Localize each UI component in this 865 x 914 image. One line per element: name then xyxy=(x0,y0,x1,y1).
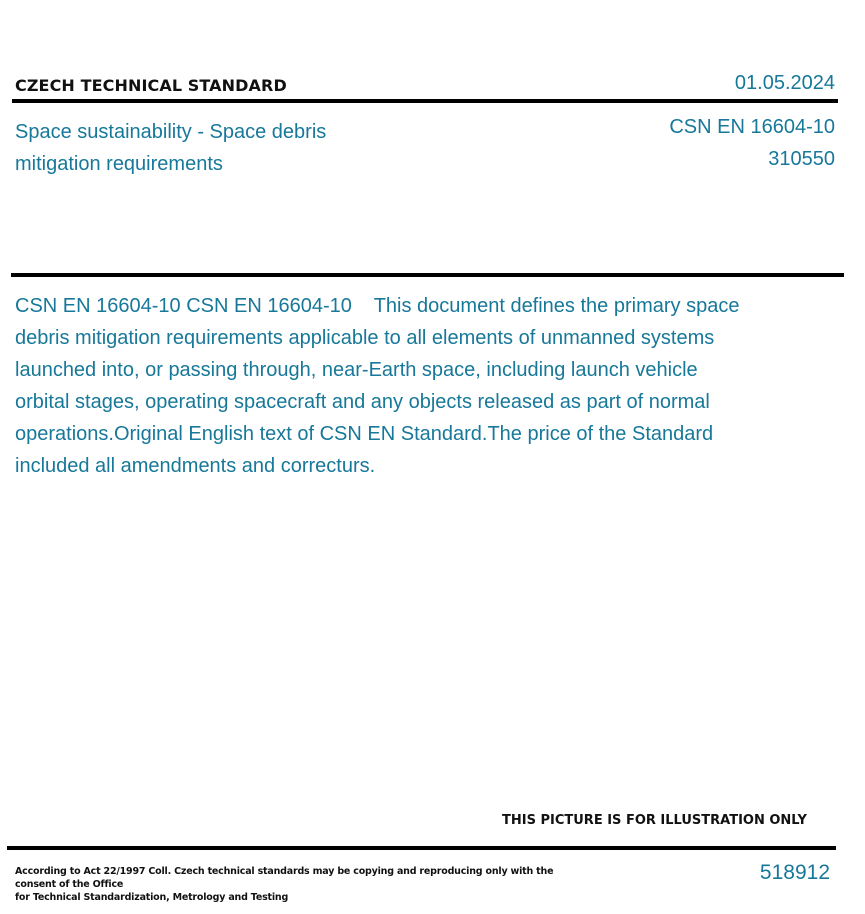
standard-title-line1: Space sustainability - Space debris xyxy=(15,121,327,143)
classification-number: 310550 xyxy=(768,148,835,170)
legal-notice xyxy=(15,865,575,904)
standard-description: CSN EN 16604-10 CSN EN 16604-10 This document defines the primary space debris mitigation requirements applicable to all elements of unmanned systems launched into, or passing through, near-Earth space, including launch vehicle orbital stages, operating spacecraft and any objects released as part of normal operations.Original English text of CSN EN Standard.The price of the Standard included all amendments and correcturs. xyxy=(15,295,746,477)
illustration-note: THIS PICTURE IS FOR ILLUSTRATION ONLY xyxy=(502,813,807,828)
standard-code: CSN EN 16604-10 xyxy=(669,116,835,138)
document-type-label: CZECH TECHNICAL STANDARD xyxy=(15,76,287,95)
footer-divider xyxy=(7,846,836,850)
header-divider xyxy=(12,99,838,103)
standard-title xyxy=(15,116,415,180)
legal-notice-line1: According to Act 22/1997 Coll. Czech technical standards may be copying and reproducing only with the consent of the Office xyxy=(15,866,554,890)
publication-date: 01.05.2024 xyxy=(734,72,835,94)
document-number: 518912 xyxy=(759,861,830,884)
standard-title-line2: mitigation requirements xyxy=(15,153,223,175)
title-divider xyxy=(11,273,844,277)
legal-notice-line2: for Technical Standardization, Metrology and Testing xyxy=(15,892,289,903)
